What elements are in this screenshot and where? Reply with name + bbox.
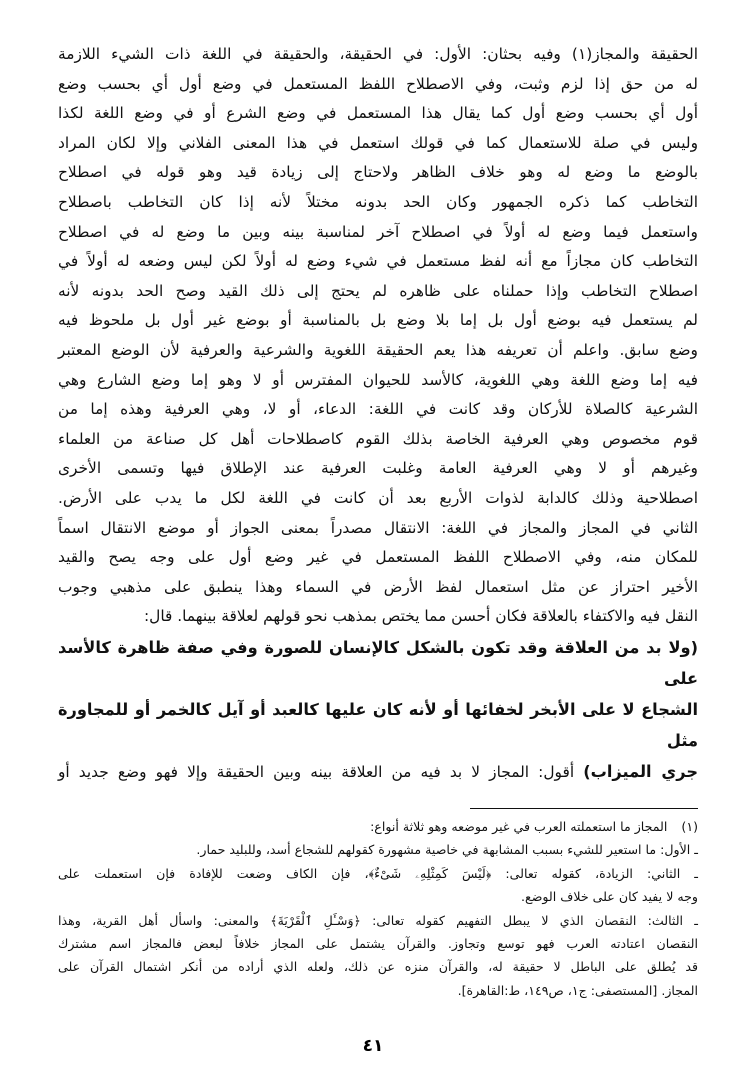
- footnote-intro: المجاز ما استعملته العرب في غير موضعه وهو ثلاثة أنواع:: [370, 819, 668, 834]
- text-line: اصطلاحية وذلك كالدابة لذوات الأربع بعد أن كانت في اللغة لكل ما يدب على الأرض.: [58, 488, 698, 507]
- text-line: الأخير احتراز عن مثل استعمال لفظ الأرض في السماء وهذا ينطبق على مذهبي وجوب: [58, 577, 698, 596]
- text-line: بالوضع ما وضع له وهو خلاف الظاهر ولاحتاج إلى زيادة قيد وهو قوله في اصطلاح: [58, 163, 698, 182]
- mixed-text-line: [58, 756, 698, 788]
- commentary-start: أقول: المجاز لا بد فيه من العلاقة بينه وبين الحقيقة وإلا فهو وضع جديد أو: [58, 762, 584, 781]
- footnote-marker: (١): [681, 819, 698, 834]
- text-line: وليس في صلة للاستعمال كما في قولك استعمل في هذا المعنى الفلاني وإلا لكان المراد: [58, 133, 698, 152]
- page-number: ٤١: [362, 1036, 384, 1056]
- text-line: أول أي بحسب وضع أول كما يقال هذا المستعمل في وضع الشرع أو في وضع اللغة لكذا: [58, 104, 698, 123]
- text-line: للمكان منه، وفي الاصطلاح اللفظ المستعمل في غير وضع أول على وجه يصح والقيد: [58, 548, 698, 567]
- text-line: لم يستعمل فيه بوضع أول بل إما بلا وضع بل بالمناسبة أو بوضع غير أول بل ملحوظ فيه: [58, 311, 698, 330]
- footnote-line: ـ الثالث: النقصان الذي لا يبطل التفهيم كقوله تعالى: ﴿وَسْـَٔلِ ٱلْقَرْيَةَ﴾ والمعنى: واسأل أهل القرية، وهذا: [58, 912, 698, 928]
- text-line: النقل فيه والاكتفاء بالعلاقة فكان أحسن مما يختص بمذهب نحو قولهم لعلاقة بينهما. قال:: [143, 607, 698, 626]
- footnotes: [58, 815, 698, 1002]
- footnote-separator: [470, 808, 698, 809]
- quoted-text-line: الشجاع لا على الأبخر لخفائها أو لأنه كان عليها كالعبد أو آيل كالخمر أو للمجاورة مثل: [58, 699, 698, 750]
- quoted-text-line: (ولا بد من العلاقة وقد تكون بالشكل كالإنسان للصورة وفي صفة ظاهرة كالأسد على: [58, 637, 698, 688]
- text-line: وغيرهم أو لا وهي العرفية العامة وغلبت العرفية عند الإطلاق فيها وتسمى الأخرى: [58, 459, 698, 478]
- text-line: الشرعية كالصلاة للأركان وقد كانت في اللغة: الدعاء، أو لا، وهي العرفية وهذه إما من: [58, 400, 698, 419]
- text-line: له من حق إذا لزم وثبت، وفي الاصطلاح اللفظ المستعمل في وضع أول أي بحسب وضع: [58, 74, 698, 93]
- main-text: [58, 40, 698, 788]
- footnote-lines: [58, 838, 698, 1002]
- text-line: فيه إما وضع اللغة وهي اللغوية، كالأسد للحيوان المفترس أو لا وهو إما وضع الشارع وهي: [58, 370, 698, 389]
- footnote-line: النقصان اعتادته العرب فهو توسع وتجاوز. والقرآن يشتمل على المجاز خلافاً لبعض فالمجاز اسم مشترك: [58, 936, 698, 952]
- text-line: التخاطب كان مجازاً مع أنه لفظ مستعمل في شيء وضع له أولاً لكن ليس وضعه له أولاً في: [58, 252, 698, 271]
- text-line: الثاني في المجاز والمجاز في اللغة: الانتقال مصدراً بمعنى الجواز أو موضع الانتقال اسماً: [58, 518, 698, 537]
- footnote-line: المجاز. [المستصفى: ج١، ص١٤٩، ط:القاهرة].: [457, 982, 698, 998]
- footnote-line: ـ الثاني: الزيادة، كقوله تعالى: ﴿لَيْسَ كَمِثْلِهِۦ شَىْءٌ﴾، فإن الكاف وضعت للإفادة فإن استعملت على: [58, 865, 698, 881]
- footnote-1-header: [58, 815, 698, 838]
- text-line: اصطلاح التخاطب وإذا حملناه على ظاهره لم يحتج إلى ذلك القيد وصح الحد بدونه لأنه: [58, 281, 698, 300]
- text-line: وضع سابق. واعلم أن تعريفه هذا يعم الحقيقة اللغوية والشرعية والعرفية لأن الوضع المعتبر: [58, 340, 698, 359]
- quoted-text-end: جري الميزاب): [583, 761, 698, 781]
- text-line: قوم مخصوص وهي العرفية الخاصة بذلك القوم كاصطلاحات أهل كل صناعة من العلماء: [58, 429, 698, 448]
- footnote-line: ـ الأول: ما استعير للشيء بسبب المشابهة في خاصية مشهورة كقولهم للشجاع أسد، وللبليد حمار.: [196, 842, 698, 858]
- text-line: التخاطب كما ذكره الجمهور وكان الحد بدونه مختلاً لأنه إذا كان التخاطب باصطلاح: [58, 192, 698, 211]
- text-line: واستعمل فيما وضع له أولاً في اصطلاح آخر لمناسبة بينه وبين ما وضع له في اصطلاح: [58, 222, 698, 241]
- page-body: [58, 40, 698, 788]
- text-line: الحقيقة والمجاز(١) وفيه بحثان: الأول: في الحقيقة، والحقيقة في اللغة ذات الشيء اللازمة: [58, 45, 699, 63]
- footnote-line: وجه لا يفيد كان على خلاف الوضع.: [521, 889, 698, 905]
- footnote-line: قد يُطلق على الباطل لا حقيقة له، والقرآن منزه عن ذلك، ولعله الذي أراده من أنكر اشتمال القرآن على: [58, 959, 698, 975]
